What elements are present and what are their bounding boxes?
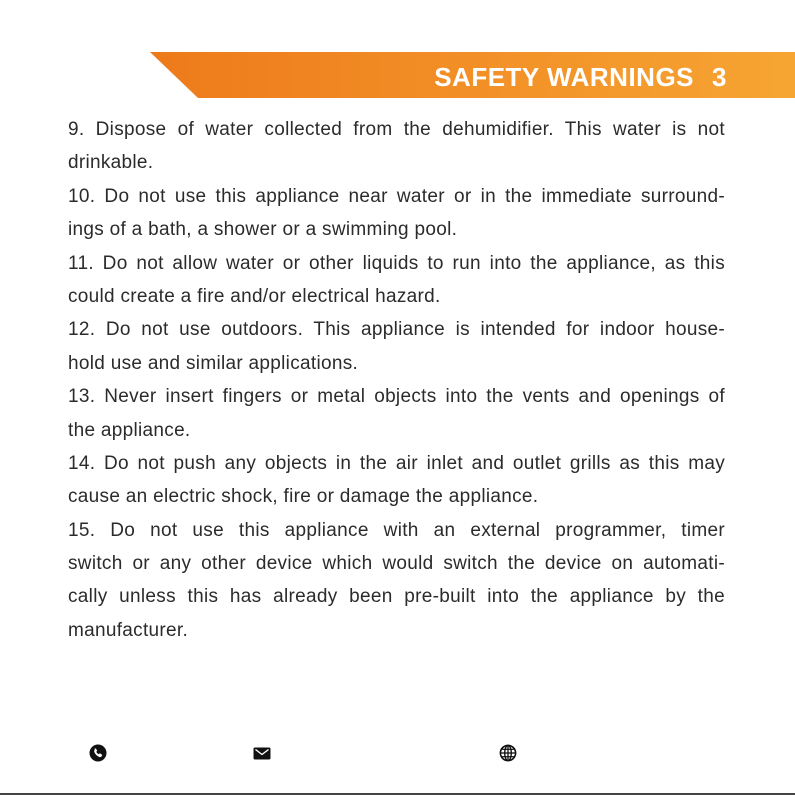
text-line: manufacturer. [68,619,189,641]
text-line: 12. Do not use outdoors. This appliance is intended for indoor house- [68,319,725,341]
warning-item [68,180,725,247]
text-line: 9. Dispose of water collected from the dehumidifier. This water is not [68,119,725,140]
section-title: SAFETY WARNINGS [434,62,695,92]
warning-item [68,514,725,648]
warning-item [68,247,725,314]
envelope-icon [253,747,271,760]
text-line: hold use and similar applications. [68,352,359,374]
warning-item [68,447,725,514]
text-line: the appliance. [68,419,191,441]
warning-item [68,313,725,380]
page-number: 3 [712,62,727,92]
warning-item [68,380,725,447]
warning-item [68,113,725,180]
text-line: 13. Never insert fingers or metal objects into the vents and openings of [68,386,725,408]
text-line: 10. Do not use this appliance near water or in the immediate surround- [68,185,725,207]
text-line: could create a fire and/or electrical hazard. [68,285,441,307]
text-line: ings of a bath, a shower or a swimming pool. [68,219,458,241]
text-line: drinkable. [68,152,154,174]
globe-icon [499,744,517,762]
safety-warnings-list [68,113,725,647]
text-line: 14. Do not push any objects in the air inlet and outlet grills as this may [68,452,725,474]
phone-icon [89,744,107,762]
text-line: 15. Do not use this appliance with an external programmer, timer [68,519,725,541]
text-line: 11. Do not allow water or other liquids to run into the appliance, as this [68,252,725,274]
page-title [434,60,727,94]
text-line: cally unless this has already been pre-built into the appliance by the [68,586,725,608]
text-line: cause an electric shock, fire or damage the appliance. [68,486,539,508]
text-line: switch or any other device which would switch the device on automati- [68,553,725,575]
